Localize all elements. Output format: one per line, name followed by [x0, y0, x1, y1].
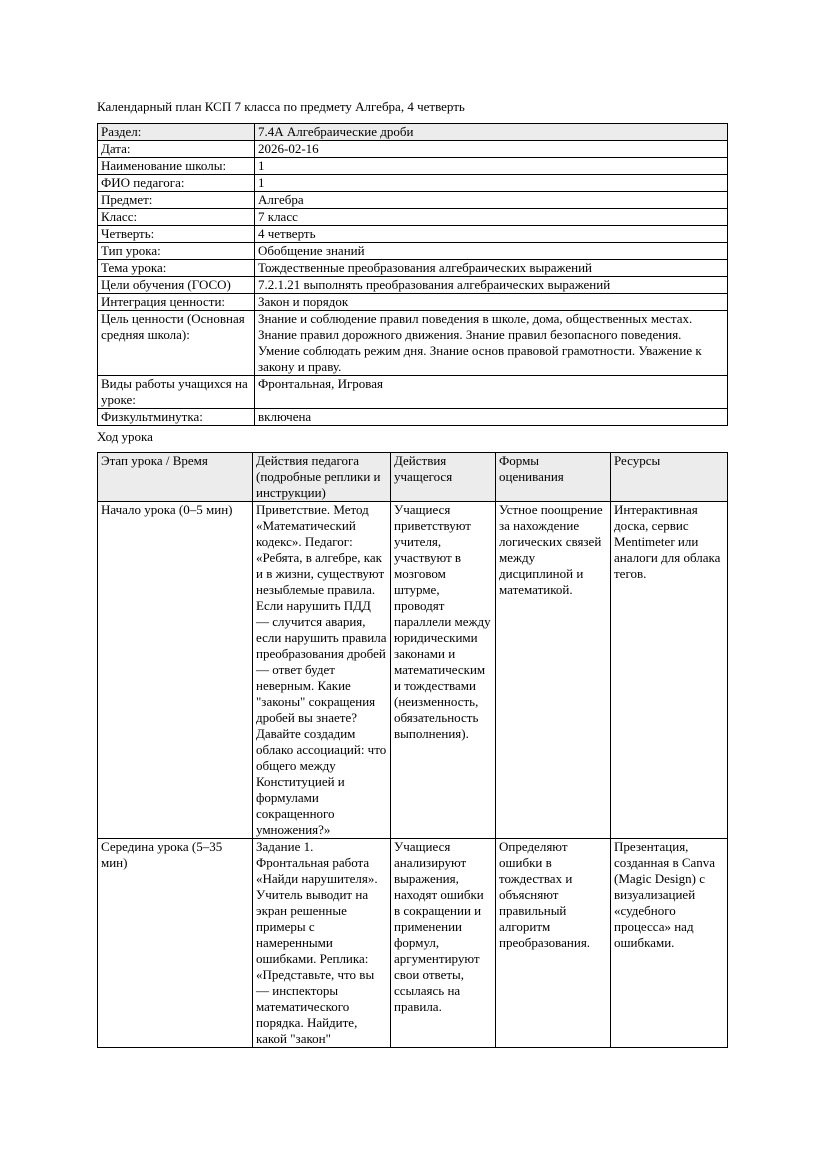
document-title: Календарный план КСП 7 класса по предмету Алгебра, 4 четверть [97, 99, 465, 114]
info-label: Класс: [98, 209, 255, 226]
stage-cell: Середина урока (5–35 мин) [98, 839, 253, 1048]
info-value: 4 четверть [255, 226, 728, 243]
info-label: Дата: [98, 141, 255, 158]
info-label: Раздел: [98, 124, 255, 141]
resources-cell: Интерактивная доска, сервис Mentimeter или аналоги для облака тегов. [611, 502, 728, 839]
info-row-value-goal [98, 311, 728, 376]
info-label: Тип урока: [98, 243, 255, 260]
info-value: Алгебра [255, 192, 728, 209]
info-label: Предмет: [98, 192, 255, 209]
column-header-teacher-actions: Действия педагога (подробные реплики и инструкции) [253, 453, 391, 502]
column-header-resources: Ресурсы [611, 453, 728, 502]
info-value: 7 класс [255, 209, 728, 226]
info-row-subject [98, 192, 728, 209]
info-row-teacher-name [98, 175, 728, 192]
info-label: Наименование школы: [98, 158, 255, 175]
column-header-student-actions: Действия учащегося [391, 453, 496, 502]
column-header-assessment: Формы оценивания [496, 453, 611, 502]
student-actions-cell: Учащиеся анализируют выражения, находят ошибки в сокращении и применении формул, аргументируют свои ответы, ссылаясь на правила. [391, 839, 496, 1048]
info-row-work-types [98, 376, 728, 409]
info-row-goals [98, 277, 728, 294]
stage-cell: Начало урока (0–5 мин) [98, 502, 253, 839]
info-row-values-integration [98, 294, 728, 311]
info-label: Четверть: [98, 226, 255, 243]
info-row-school [98, 158, 728, 175]
lesson-info-table [97, 123, 728, 426]
info-value: 2026-02-16 [255, 141, 728, 158]
info-label: Физкультминутка: [98, 409, 255, 426]
info-value: Фронтальная, Игровая [255, 376, 728, 409]
section-heading: Ход урока [97, 429, 153, 444]
info-row-lesson-topic [98, 260, 728, 277]
lesson-row-middle [98, 839, 728, 1048]
column-header-stage: Этап урока / Время [98, 453, 253, 502]
lesson-flow-table [97, 452, 728, 1048]
info-value: Тождественные преобразования алгебраических выражений [255, 260, 728, 277]
teacher-actions-cell: Задание 1. Фронтальная работа «Найди нарушителя». Учитель выводит на экран решенные примеры с намеренными ошибками. Реплика: «Представьте, что вы — инспекторы математического порядка. Найдите, какой "закон" [253, 839, 391, 1048]
info-value: Знание и соблюдение правил поведения в школе, дома, общественных местах. Знание правил дорожного движения. Знание правил безопасного поведения. Умение соблюдать режим дня. Знание основ правовой грамотности. Уважение к закону и праву. [255, 311, 728, 376]
lesson-row-start [98, 502, 728, 839]
info-value: Обобщение знаний [255, 243, 728, 260]
info-value: 1 [255, 158, 728, 175]
info-label: Цель ценности (Основная средняя школа): [98, 311, 255, 376]
student-actions-cell: Учащиеся приветствуют учителя, участвуют в мозговом штурме, проводят параллели между юридическими законами и математическими тождествами (неизменность, обязательность выполнения). [391, 502, 496, 839]
info-value: 7.4А Алгебраические дроби [255, 124, 728, 141]
info-row-razdel [98, 124, 728, 141]
info-label: Виды работы учащихся на уроке: [98, 376, 255, 409]
info-row-quarter [98, 226, 728, 243]
lesson-table-header-row [98, 453, 728, 502]
info-value: включена [255, 409, 728, 426]
info-value: 7.2.1.21 выполнять преобразования алгебраических выражений [255, 277, 728, 294]
info-label: ФИО педагога: [98, 175, 255, 192]
assessment-cell: Устное поощрение за нахождение логических связей между дисциплиной и математикой. [496, 502, 611, 839]
info-label: Интеграция ценности: [98, 294, 255, 311]
assessment-cell: Определяют ошибки в тождествах и объясняют правильный алгоритм преобразования. [496, 839, 611, 1048]
info-label: Цели обучения (ГОСО) [98, 277, 255, 294]
info-value: 1 [255, 175, 728, 192]
document-content [97, 99, 727, 1048]
info-row-class [98, 209, 728, 226]
info-label: Тема урока: [98, 260, 255, 277]
info-value: Закон и порядок [255, 294, 728, 311]
info-row-lesson-type [98, 243, 728, 260]
info-row-data [98, 141, 728, 158]
teacher-actions-cell: Приветствие. Метод «Математический кодекс». Педагог: «Ребята, в алгебре, как и в жизни, существуют незыблемые правила. Если нарушить ПДД — случится авария, если нарушить правила преобразования дробей — ответ будет неверным. Какие "законы" сокращения дробей вы знаете? Давайте создадим облако ассоциаций: что общего между Конституцией и формулами сокращенного умножения?» [253, 502, 391, 839]
info-row-fizkultminutka [98, 409, 728, 426]
resources-cell: Презентация, созданная в Canva (Magic Design) с визуализацией «судебного процесса» над ошибками. [611, 839, 728, 1048]
